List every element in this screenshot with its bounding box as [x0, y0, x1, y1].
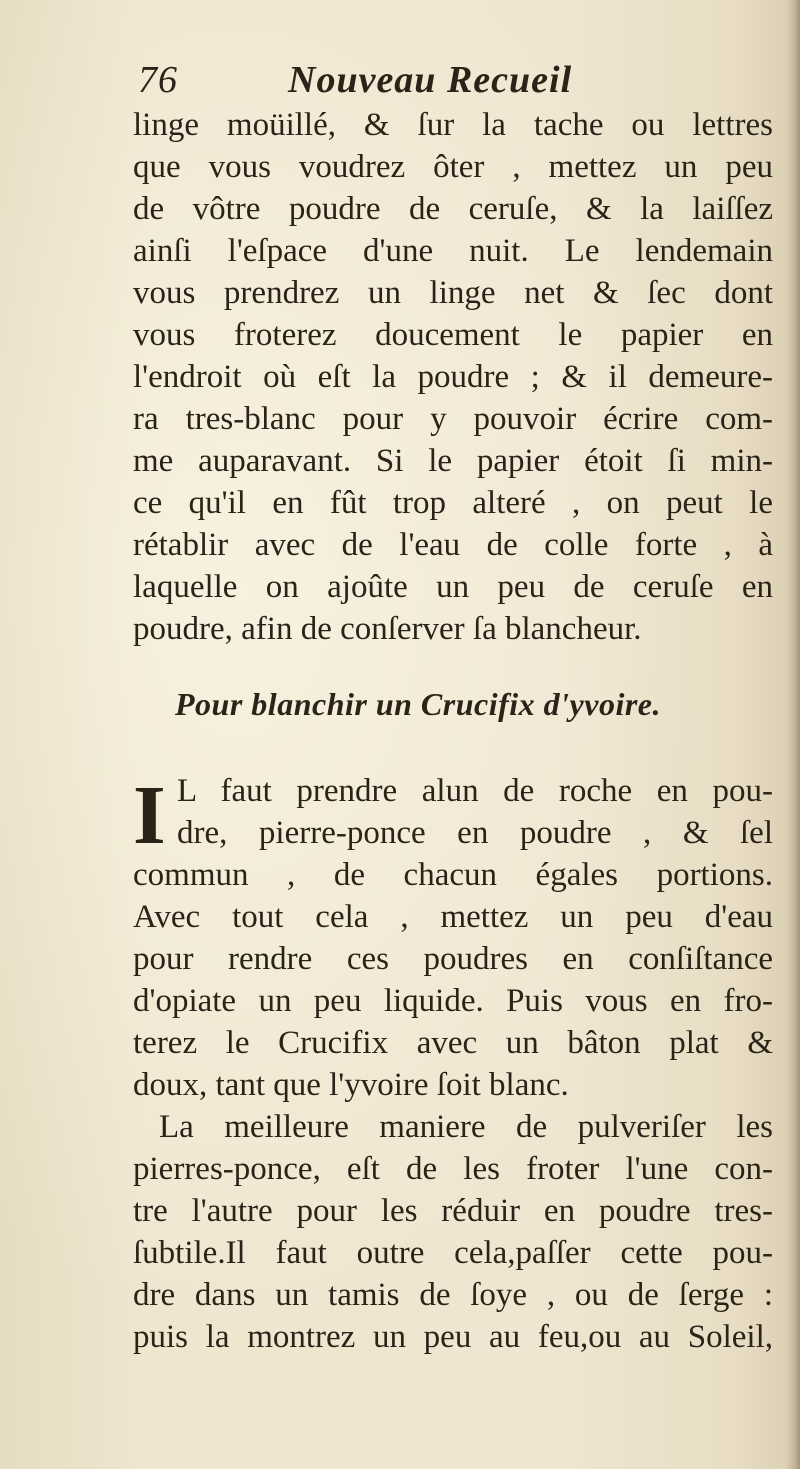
text-line: doux, tant que l'yvoire ſoit blanc. — [133, 1067, 569, 1103]
text-line: terez le Crucifix avec un bâton plat & — [133, 1025, 773, 1061]
text-line: pierres-ponce, eſt de les froter l'une con- — [133, 1151, 773, 1187]
text-line: linge moüillé, & ſur la tache ou lettres — [133, 107, 773, 143]
paragraph-pierres-ponce — [133, 1106, 773, 1358]
text-line: vous prendrez un linge net & ſec dont — [133, 275, 773, 311]
paragraph-linge — [133, 104, 773, 650]
text-line: rétablir avec de l'eau de colle forte , à — [133, 527, 773, 563]
text-line: ainſi l'eſpace d'une nuit. Le lendemain — [133, 233, 773, 269]
text-line: laquelle on ajoûte un peu de ceruſe en — [133, 569, 773, 605]
text-line: que vous voudrez ôter , mettez un peu — [133, 149, 773, 185]
text-line: ce qu'il en fût trop alteré , on peut le — [133, 485, 773, 521]
page-edge-shadow — [786, 0, 800, 1469]
text-line: vous froterez doucement le papier en — [133, 317, 773, 353]
text-line: poudre, afin de conſerver ſa blancheur. — [133, 611, 642, 647]
text-line: ra tres-blanc pour y pouvoir écrire com- — [133, 401, 773, 437]
text-line: de vôtre poudre de ceruſe, & la laiſſez — [133, 191, 773, 227]
text-line: pour rendre ces poudres en conſiſtance — [133, 941, 773, 977]
text-line: Avec tout cela , mettez un peu d'eau — [133, 899, 773, 935]
text-line: dre, pierre-ponce en poudre , & ſel — [177, 815, 773, 851]
section-heading: Pour blanchir un Crucifix d'yvoire. — [175, 686, 661, 722]
text-line: d'opiate un peu liquide. Puis vous en fro- — [133, 983, 773, 1019]
drop-cap: I — [133, 769, 166, 862]
text-line: La meilleure maniere de pulveriſer les — [159, 1109, 773, 1145]
text-line: l'endroit où eſt la poudre ; & il demeure- — [133, 359, 773, 395]
text-line: dre dans un tamis de ſoye , ou de ſerge : — [133, 1277, 773, 1313]
text-line: ſubtile.Il faut outre cela,paſſer cette pou- — [133, 1235, 773, 1271]
text-line: me auparavant. Si le papier étoit ſi min- — [133, 443, 773, 479]
text-line: commun , de chacun égales portions. — [133, 857, 773, 893]
running-head — [138, 58, 778, 108]
text-line: tre l'autre pour les réduir en poudre tres- — [133, 1193, 773, 1229]
text-line: L faut prendre alun de roche en pou- — [177, 773, 773, 809]
paragraph-crucifix — [133, 770, 773, 1106]
text-line: puis la montrez un peu au feu,ou au Soleil, — [133, 1319, 773, 1355]
page-number: 76 — [138, 59, 178, 101]
running-title: Nouveau Recueil — [288, 59, 573, 101]
dropcap-lines — [133, 769, 773, 862]
